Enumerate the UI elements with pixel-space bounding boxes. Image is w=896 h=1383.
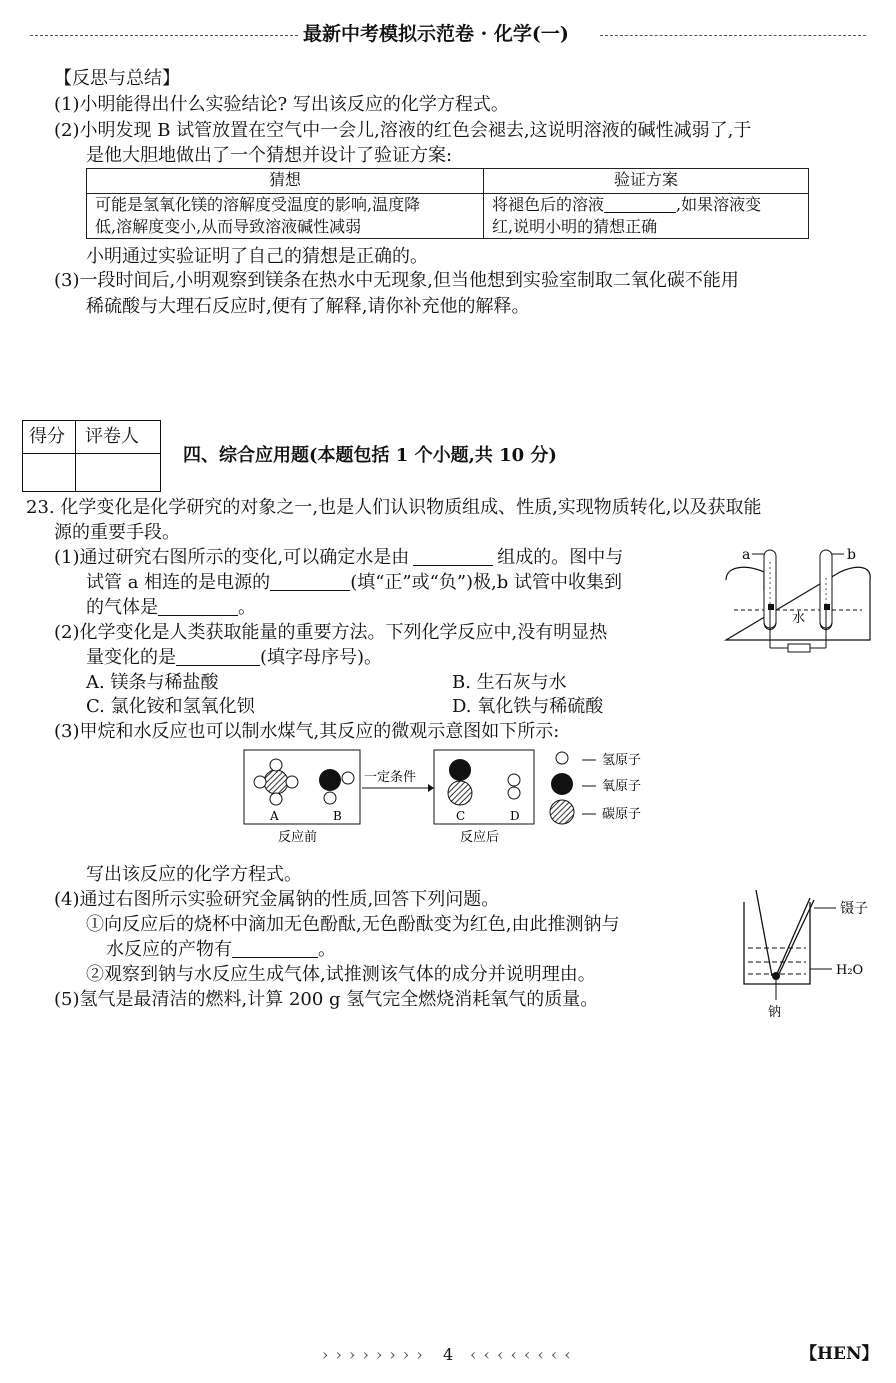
guess-line1: 可能是氢氧化镁的溶解度受温度的影响,温度降 xyxy=(95,195,421,214)
p4-text-b: 。 xyxy=(318,939,336,960)
reflect-q3-line2: 稀硫酸与大理石反应时,便有了解释,请你补充他的解释。 xyxy=(86,296,530,317)
q23-p4-2: ②观察到钠与水反应生成气体,试推测该气体的成分并说明理由。 xyxy=(86,964,596,985)
table-cell-guess xyxy=(87,194,484,239)
q23-p4: (4)通过右图所示实验研究金属钠的性质,回答下列问题。 xyxy=(54,889,500,910)
score-label: 得分 xyxy=(29,426,65,447)
q23-p1-line2 xyxy=(86,570,622,595)
label-sodium: 钠 xyxy=(768,1005,782,1020)
p4-blank-product[interactable] xyxy=(232,939,318,958)
header-rule-right xyxy=(600,35,866,36)
score-box xyxy=(22,420,161,492)
water-h1 xyxy=(342,772,354,784)
p1-blank-composition[interactable] xyxy=(413,547,493,566)
legend-h-label: 氢原子 xyxy=(602,753,642,768)
page-number: 4 xyxy=(443,1345,454,1364)
table-cell-plan xyxy=(484,194,809,239)
electrolysis-figure xyxy=(720,540,876,655)
p1-text-a: (1)通过研究右图所示的变化,可以确定水是由 xyxy=(54,547,410,568)
p1-text-e: 的气体是 xyxy=(86,597,158,618)
reflect-q2-line2: 是他大胆地做出了一个猜想并设计了验证方案: xyxy=(86,145,453,166)
plan-post: ,如果溶液变 xyxy=(676,195,762,214)
score-box-hdivider xyxy=(23,453,160,454)
micro-reaction-figure xyxy=(238,748,658,848)
legend-o-icon xyxy=(551,773,573,795)
footer-code: 【HEN】 xyxy=(800,1344,879,1364)
reflect-q1: (1)小明能得出什么实验结论? 写出该反应的化学方程式。 xyxy=(54,94,509,115)
methane-h1 xyxy=(270,759,282,771)
legend-h-icon xyxy=(556,752,568,764)
grader-label: 评卷人 xyxy=(85,426,139,447)
label-h2o: H₂O xyxy=(836,963,864,978)
option-d: D. 氧化铁与稀硫酸 xyxy=(452,696,604,717)
guess-line2: 低,溶解度变小,从而导致溶液碱性减弱 xyxy=(95,217,362,236)
p1-text-f: 。 xyxy=(238,597,256,618)
option-c: C. 氯化铵和氢氧化钡 xyxy=(86,696,255,717)
p2-text-b: (填字母序号)。 xyxy=(260,647,383,668)
q23-p2-line2 xyxy=(86,645,382,670)
q23-p3: (3)甲烷和水反应也可以制水煤气,其反应的微观示意图如下所示: xyxy=(54,721,560,742)
p1-text-b: 组成的。图中与 xyxy=(497,547,624,568)
reflect-heading: 【反思与总结】 xyxy=(54,68,180,89)
p4-text-a: 水反应的产物有 xyxy=(106,939,232,960)
footer-arrows-left: › › › › › › › › xyxy=(322,1345,424,1364)
electrode-a xyxy=(768,604,774,610)
p1-text-c: 试管 a 相连的是电源的 xyxy=(86,572,271,593)
plan-answer-blank[interactable] xyxy=(604,194,676,213)
beaker xyxy=(744,902,810,984)
methane-h4 xyxy=(270,793,282,805)
q23-p4-1-line1: ①向反应后的烧杯中滴加无色酚酞,无色酚酞变为红色,由此推测钠与 xyxy=(86,914,620,935)
methane-carbon xyxy=(264,770,288,794)
q23-p1-line1 xyxy=(54,545,623,570)
tweezers-arm3 xyxy=(778,900,814,976)
option-a: A. 镁条与稀盐酸 xyxy=(86,672,219,693)
label-water: 水 xyxy=(792,611,806,626)
sodium-beaker-figure xyxy=(738,882,878,1022)
legend-c-label: 碳原子 xyxy=(602,807,642,822)
q23-p5: (5)氢气是最清洁的燃料,计算 200 g 氢气完全燃烧消耗氧气的质量。 xyxy=(54,989,599,1010)
q23-p3-write: 写出该反应的化学方程式。 xyxy=(86,864,302,885)
power-supply xyxy=(788,644,810,652)
label-C: C xyxy=(456,809,466,823)
co-oxygen xyxy=(449,759,471,781)
water-h2 xyxy=(324,792,336,804)
methane-h3 xyxy=(286,776,298,788)
sodium-piece xyxy=(772,972,780,980)
reflect-q3-line1: (3)一段时间后,小明观察到镁条在热水中无现象,但当他想到实验室制取二氧化碳不能用 xyxy=(54,270,739,291)
label-a: a xyxy=(742,547,751,563)
p2-text-a: 量变化的是 xyxy=(86,647,176,668)
p1-text-d: (填“正”或“负”)极,b 试管中收集到 xyxy=(350,572,623,593)
option-b: B. 生石灰与水 xyxy=(452,672,567,693)
tweezers-arm1 xyxy=(756,890,772,976)
q23-p1-line3 xyxy=(86,595,256,620)
label-before: 反应前 xyxy=(278,830,318,845)
electrode-b xyxy=(824,604,830,610)
label-tweezers: 镊子 xyxy=(840,901,868,917)
label-after: 反应后 xyxy=(460,830,500,845)
label-A: A xyxy=(270,809,279,823)
footer-arrows-right: ‹ ‹ ‹ ‹ ‹ ‹ ‹ ‹ xyxy=(470,1345,572,1364)
legend-c-icon xyxy=(550,800,574,824)
electrolysis-tank xyxy=(726,567,870,640)
legend-o-label: 氧原子 xyxy=(602,779,642,794)
reaction-arrowhead xyxy=(428,784,434,792)
plan-pre: 将褪色后的溶液 xyxy=(492,195,605,214)
after-table-text: 小明通过实验证明了自己的猜想是正确的。 xyxy=(86,246,428,267)
water-oxygen xyxy=(319,769,341,791)
q23-p2-line1: (2)化学变化是人类获取能量的重要方法。下列化学反应中,没有明显热 xyxy=(54,622,608,643)
h2-atom2 xyxy=(508,787,520,799)
header-rule-left xyxy=(30,35,298,36)
page-header-title: 最新中考模拟示范卷 · 化学(一) xyxy=(303,23,569,45)
label-D: D xyxy=(510,809,520,823)
co-carbon xyxy=(448,781,472,805)
label-B: B xyxy=(333,809,342,823)
h2-atom1 xyxy=(508,774,520,786)
tweezers-arm2 xyxy=(776,898,810,976)
score-box-vdivider xyxy=(75,421,76,491)
q23-intro-line1: 23. 化学变化是化学研究的对象之一,也是人们认识物质组成、性质,实现物质转化,以及获取能 xyxy=(26,497,762,518)
p2-blank-choice[interactable] xyxy=(176,647,260,666)
reflect-q2-line1: (2)小明发现 B 试管放置在空气中一会儿,溶液的红色会褪去,这说明溶液的碱性减弱了,于 xyxy=(54,120,752,141)
p1-blank-electrode[interactable] xyxy=(270,572,350,591)
p1-blank-gas[interactable] xyxy=(158,597,238,616)
hypothesis-table xyxy=(86,168,809,239)
table-header-guess: 猜想 xyxy=(87,169,484,194)
q23-p4-1-line2 xyxy=(106,937,336,962)
methane-h2 xyxy=(254,776,266,788)
q23-intro-line2: 源的重要手段。 xyxy=(54,522,180,543)
plan-line2: 红,说明小明的猜想正确 xyxy=(492,217,658,236)
arrow-condition: 一定条件 xyxy=(364,770,417,785)
label-b: b xyxy=(847,547,856,563)
table-header-plan: 验证方案 xyxy=(484,169,809,194)
section4-title: 四、综合应用题(本题包括 1 个小题,共 10 分) xyxy=(183,445,557,466)
